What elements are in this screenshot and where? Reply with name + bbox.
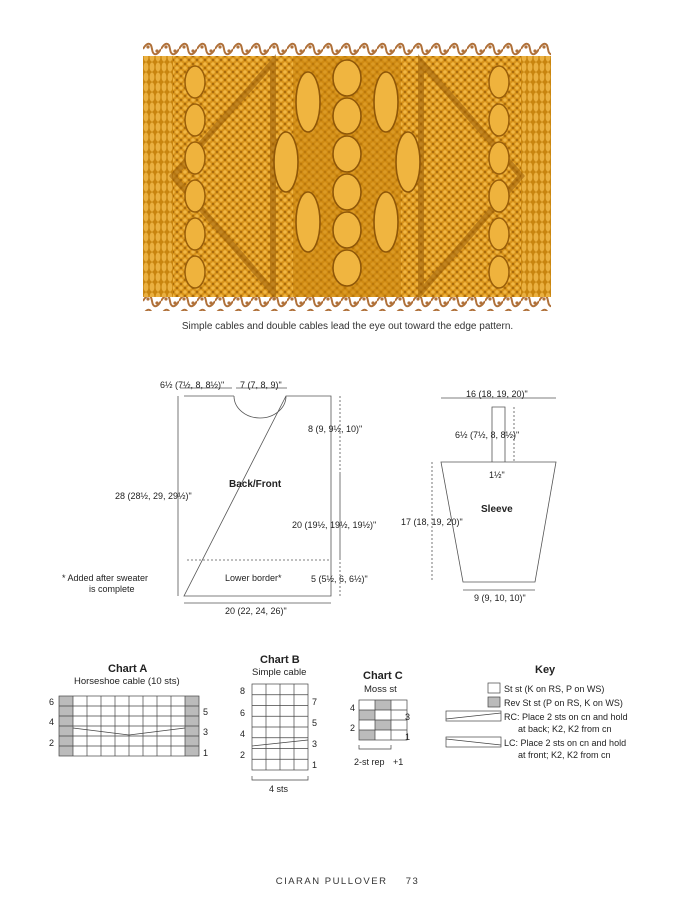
- chart-b-row-3: 3: [312, 739, 318, 749]
- chart-a-row-2: 2: [49, 738, 55, 748]
- footer-title: CIARAN PULLOVER: [275, 876, 388, 887]
- key-title: Key: [535, 664, 556, 676]
- sleeve-top-width: 16 (18, 19, 20)": [466, 389, 528, 399]
- key-rc-line2: at back; K2, K2 from cn: [518, 724, 612, 734]
- chart-b-row-6: 6: [240, 708, 246, 718]
- page-footer: [0, 876, 695, 887]
- chart-b-row-8: 8: [240, 686, 246, 696]
- chart-b-row-1: 1: [312, 760, 318, 770]
- side-length: 20 (19½, 19½, 19½)": [292, 520, 377, 530]
- shoulder-width: 6½ (7½, 8, 8½)": [160, 380, 225, 390]
- note-line-2: is complete: [89, 584, 135, 594]
- back-front-label: Back/Front: [229, 479, 282, 490]
- chart-c-row-2: 2: [350, 723, 356, 733]
- chart-a-row-3: 3: [203, 727, 209, 737]
- chart-c-title: Chart C: [363, 670, 403, 682]
- cuff-width: 9 (9, 10, 10)": [474, 593, 526, 603]
- saddle-width: 1½": [489, 470, 505, 480]
- sleeve-length: 17 (18, 19, 20)": [401, 517, 463, 527]
- lower-border-label: Lower border*: [225, 573, 282, 583]
- chart-a-row-1: 1: [203, 748, 209, 758]
- body-width: 20 (22, 24, 26)": [225, 606, 287, 616]
- saddle-length: 6½ (7½, 8, 8½)": [455, 430, 520, 440]
- chart-b-row-4: 4: [240, 729, 246, 739]
- chart-c-plus-one: +1: [393, 757, 404, 767]
- chart-c-subtitle: Moss st: [364, 684, 397, 695]
- border-height: 5 (5½, 6, 6½)": [311, 574, 368, 584]
- key-lc-line2: at front; K2, K2 from cn: [518, 750, 611, 760]
- sleeve-label: Sleeve: [481, 504, 513, 515]
- chart-a-row-4: 4: [49, 717, 55, 727]
- body-length: 28 (28½, 29, 29½)": [115, 491, 192, 501]
- chart-b-title: Chart B: [260, 654, 300, 666]
- key-rev-st-st: Rev St st (P on RS, K on WS): [504, 698, 623, 708]
- key-st-st: St st (K on RS, P on WS): [504, 684, 605, 694]
- chart-b-subtitle: Simple cable: [252, 667, 307, 678]
- chart-b-row-7: 7: [312, 697, 318, 707]
- chart-b-row-5: 5: [312, 718, 318, 728]
- page-number: 73: [405, 876, 420, 887]
- chart-c-row-3: 3: [405, 712, 411, 722]
- neck-width: 7 (7, 8, 9)": [240, 380, 282, 390]
- chart-a-title: Chart A: [108, 663, 148, 675]
- chart-a-subtitle: Horseshoe cable (10 sts): [74, 676, 180, 687]
- chart-b-row-2: 2: [240, 750, 246, 760]
- note-line-1: * Added after sweater: [62, 573, 149, 583]
- photo-caption: Simple cables and double cables lead the eye out toward the edge pattern.: [181, 321, 514, 332]
- key-rc-line1: RC: Place 2 sts on cn and hold: [504, 712, 628, 722]
- chart-a-row-6: 6: [49, 697, 55, 707]
- chart-c-row-4: 4: [350, 703, 356, 713]
- chart-c-repeat: 2-st rep: [354, 757, 385, 767]
- chart-b-stitch-count: 4 sts: [269, 784, 289, 794]
- chart-a-row-5: 5: [203, 707, 209, 717]
- key-lc-line1: LC: Place 2 sts on cn and hold: [504, 738, 627, 748]
- chart-c-row-1: 1: [405, 732, 411, 742]
- armhole-depth: 8 (9, 9½, 10)": [308, 424, 363, 434]
